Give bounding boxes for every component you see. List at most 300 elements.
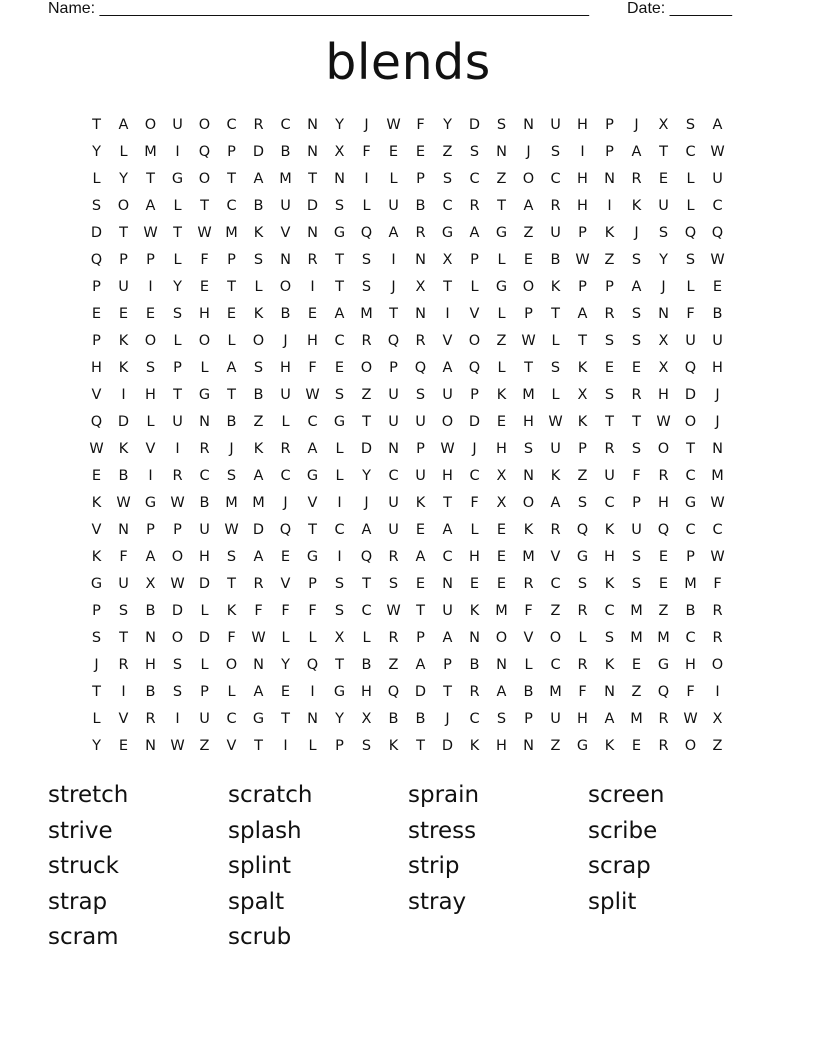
- grid-cell[interactable]: R: [604, 440, 615, 457]
- grid-cell[interactable]: K: [91, 494, 102, 511]
- grid-cell[interactable]: H: [145, 386, 156, 403]
- grid-cell[interactable]: K: [523, 521, 534, 538]
- grid-cell[interactable]: U: [199, 521, 210, 538]
- grid-cell[interactable]: E: [496, 413, 507, 430]
- grid-cell[interactable]: O: [171, 548, 184, 565]
- grid-cell[interactable]: O: [198, 170, 211, 187]
- grid-cell[interactable]: O: [684, 413, 697, 430]
- grid-cell[interactable]: B: [199, 494, 210, 511]
- grid-cell[interactable]: Q: [657, 521, 670, 538]
- grid-cell[interactable]: P: [227, 143, 236, 160]
- grid-cell[interactable]: Y: [362, 467, 371, 484]
- grid-cell[interactable]: A: [253, 548, 264, 565]
- grid-cell[interactable]: X: [658, 359, 669, 376]
- grid-cell[interactable]: S: [361, 251, 372, 268]
- grid-cell[interactable]: Q: [90, 413, 103, 430]
- grid-cell[interactable]: R: [469, 197, 480, 214]
- grid-cell[interactable]: S: [253, 251, 264, 268]
- grid-cell[interactable]: G: [333, 224, 346, 241]
- grid-cell[interactable]: L: [119, 143, 128, 160]
- grid-cell[interactable]: S: [658, 224, 669, 241]
- grid-cell[interactable]: D: [171, 602, 184, 619]
- grid-cell[interactable]: J: [661, 278, 666, 295]
- grid-cell[interactable]: L: [200, 359, 209, 376]
- grid-cell[interactable]: H: [604, 548, 615, 565]
- grid-cell[interactable]: V: [145, 440, 156, 457]
- grid-cell[interactable]: S: [388, 575, 399, 592]
- grid-cell[interactable]: A: [442, 629, 453, 646]
- grid-cell[interactable]: L: [686, 197, 695, 214]
- grid-cell[interactable]: P: [173, 521, 182, 538]
- grid-cell[interactable]: B: [712, 305, 723, 322]
- grid-cell[interactable]: C: [685, 467, 696, 484]
- grid-cell[interactable]: C: [685, 143, 696, 160]
- grid-cell[interactable]: A: [415, 548, 426, 565]
- grid-cell[interactable]: I: [310, 683, 315, 700]
- grid-cell[interactable]: F: [200, 251, 209, 268]
- grid-cell[interactable]: C: [550, 170, 561, 187]
- grid-cell[interactable]: T: [254, 737, 263, 754]
- grid-cell[interactable]: K: [604, 575, 615, 592]
- grid-cell[interactable]: Q: [414, 359, 427, 376]
- grid-cell[interactable]: E: [658, 170, 669, 187]
- grid-cell[interactable]: L: [92, 170, 101, 187]
- grid-cell[interactable]: S: [334, 575, 345, 592]
- grid-cell[interactable]: C: [550, 656, 561, 673]
- grid-cell[interactable]: G: [495, 278, 508, 295]
- grid-cell[interactable]: Z: [496, 170, 507, 187]
- grid-cell[interactable]: P: [92, 278, 101, 295]
- grid-cell[interactable]: T: [443, 278, 452, 295]
- grid-cell[interactable]: W: [386, 602, 401, 619]
- grid-cell[interactable]: Z: [631, 683, 642, 700]
- grid-cell[interactable]: L: [578, 629, 587, 646]
- grid-cell[interactable]: F: [524, 602, 533, 619]
- grid-cell[interactable]: O: [198, 116, 211, 133]
- grid-cell[interactable]: Q: [306, 656, 319, 673]
- grid-cell[interactable]: K: [91, 548, 102, 565]
- grid-cell[interactable]: S: [118, 602, 129, 619]
- grid-cell[interactable]: S: [685, 251, 696, 268]
- grid-cell[interactable]: N: [118, 521, 129, 538]
- grid-cell[interactable]: C: [361, 602, 372, 619]
- grid-cell[interactable]: R: [307, 251, 318, 268]
- grid-cell[interactable]: L: [470, 278, 479, 295]
- grid-cell[interactable]: V: [469, 305, 480, 322]
- grid-cell[interactable]: H: [496, 440, 507, 457]
- grid-cell[interactable]: N: [523, 737, 534, 754]
- grid-cell[interactable]: N: [307, 224, 318, 241]
- grid-cell[interactable]: Z: [253, 413, 264, 430]
- grid-cell[interactable]: H: [577, 116, 588, 133]
- grid-cell[interactable]: V: [523, 629, 534, 646]
- grid-cell[interactable]: X: [334, 143, 345, 160]
- grid-cell[interactable]: Z: [523, 224, 534, 241]
- grid-cell[interactable]: S: [550, 143, 561, 160]
- grid-cell[interactable]: W: [710, 494, 725, 511]
- grid-cell[interactable]: T: [443, 683, 452, 700]
- grid-cell[interactable]: Q: [279, 521, 292, 538]
- grid-cell[interactable]: T: [227, 386, 236, 403]
- grid-cell[interactable]: N: [199, 413, 210, 430]
- grid-cell[interactable]: R: [604, 305, 615, 322]
- grid-cell[interactable]: C: [334, 521, 345, 538]
- grid-cell[interactable]: E: [280, 683, 291, 700]
- grid-cell[interactable]: C: [550, 575, 561, 592]
- grid-cell[interactable]: Q: [684, 359, 697, 376]
- grid-cell[interactable]: S: [631, 440, 642, 457]
- grid-cell[interactable]: D: [117, 413, 130, 430]
- grid-cell[interactable]: G: [684, 494, 697, 511]
- grid-cell[interactable]: T: [308, 170, 317, 187]
- grid-cell[interactable]: A: [415, 656, 426, 673]
- grid-cell[interactable]: E: [658, 548, 669, 565]
- grid-cell[interactable]: L: [281, 413, 290, 430]
- grid-cell[interactable]: T: [335, 278, 344, 295]
- grid-cell[interactable]: R: [577, 602, 588, 619]
- grid-cell[interactable]: S: [334, 602, 345, 619]
- grid-cell[interactable]: U: [550, 710, 561, 727]
- grid-cell[interactable]: M: [549, 683, 562, 700]
- grid-cell[interactable]: N: [496, 656, 507, 673]
- grid-cell[interactable]: S: [631, 332, 642, 349]
- grid-cell[interactable]: P: [605, 278, 614, 295]
- grid-cell[interactable]: P: [416, 170, 425, 187]
- grid-cell[interactable]: S: [631, 575, 642, 592]
- grid-cell[interactable]: I: [715, 683, 720, 700]
- grid-cell[interactable]: B: [523, 683, 534, 700]
- grid-cell[interactable]: N: [604, 170, 615, 187]
- grid-cell[interactable]: J: [364, 116, 369, 133]
- grid-cell[interactable]: U: [415, 467, 426, 484]
- grid-cell[interactable]: C: [604, 494, 615, 511]
- grid-cell[interactable]: E: [307, 305, 318, 322]
- grid-cell[interactable]: C: [226, 116, 237, 133]
- grid-cell[interactable]: J: [472, 440, 477, 457]
- grid-cell[interactable]: N: [469, 629, 480, 646]
- grid-cell[interactable]: N: [523, 467, 534, 484]
- grid-cell[interactable]: F: [362, 143, 371, 160]
- grid-cell[interactable]: R: [415, 224, 426, 241]
- grid-cell[interactable]: Z: [577, 467, 588, 484]
- grid-cell[interactable]: F: [308, 359, 317, 376]
- grid-cell[interactable]: R: [577, 656, 588, 673]
- grid-cell[interactable]: I: [391, 251, 396, 268]
- grid-cell[interactable]: S: [577, 575, 588, 592]
- grid-cell[interactable]: I: [580, 143, 585, 160]
- grid-cell[interactable]: P: [605, 116, 614, 133]
- grid-cell[interactable]: T: [335, 251, 344, 268]
- grid-cell[interactable]: S: [550, 359, 561, 376]
- grid-cell[interactable]: V: [118, 710, 129, 727]
- grid-cell[interactable]: U: [280, 197, 291, 214]
- grid-cell[interactable]: A: [307, 440, 318, 457]
- grid-cell[interactable]: F: [686, 305, 695, 322]
- grid-cell[interactable]: B: [253, 197, 264, 214]
- grid-cell[interactable]: T: [659, 143, 668, 160]
- grid-cell[interactable]: L: [254, 278, 263, 295]
- grid-cell[interactable]: D: [441, 737, 454, 754]
- grid-cell[interactable]: L: [362, 197, 371, 214]
- grid-cell[interactable]: N: [415, 305, 426, 322]
- grid-cell[interactable]: S: [334, 386, 345, 403]
- grid-cell[interactable]: X: [361, 710, 372, 727]
- grid-cell[interactable]: B: [685, 602, 696, 619]
- grid-cell[interactable]: B: [118, 467, 129, 484]
- grid-cell[interactable]: U: [388, 386, 399, 403]
- grid-cell[interactable]: F: [281, 602, 290, 619]
- grid-cell[interactable]: G: [306, 467, 319, 484]
- grid-cell[interactable]: U: [442, 386, 453, 403]
- grid-cell[interactable]: S: [361, 278, 372, 295]
- grid-cell[interactable]: E: [496, 521, 507, 538]
- grid-cell[interactable]: R: [415, 332, 426, 349]
- grid-cell[interactable]: W: [440, 440, 455, 457]
- grid-cell[interactable]: T: [119, 629, 128, 646]
- grid-cell[interactable]: L: [146, 413, 155, 430]
- grid-cell[interactable]: Z: [442, 143, 453, 160]
- grid-cell[interactable]: F: [578, 683, 587, 700]
- grid-cell[interactable]: E: [145, 305, 156, 322]
- grid-cell[interactable]: D: [360, 440, 373, 457]
- grid-cell[interactable]: Y: [335, 710, 344, 727]
- grid-cell[interactable]: K: [577, 413, 588, 430]
- grid-cell[interactable]: N: [415, 251, 426, 268]
- grid-cell[interactable]: L: [92, 710, 101, 727]
- grid-cell[interactable]: W: [197, 224, 212, 241]
- grid-cell[interactable]: P: [578, 440, 587, 457]
- grid-cell[interactable]: L: [335, 440, 344, 457]
- grid-cell[interactable]: K: [118, 440, 129, 457]
- grid-cell[interactable]: R: [253, 575, 264, 592]
- grid-cell[interactable]: W: [656, 413, 671, 430]
- grid-cell[interactable]: A: [145, 548, 156, 565]
- grid-cell[interactable]: P: [119, 251, 128, 268]
- grid-cell[interactable]: F: [470, 494, 479, 511]
- grid-cell[interactable]: N: [442, 575, 453, 592]
- grid-cell[interactable]: A: [361, 521, 372, 538]
- grid-cell[interactable]: Q: [387, 332, 400, 349]
- grid-cell[interactable]: K: [604, 224, 615, 241]
- grid-cell[interactable]: J: [634, 116, 639, 133]
- grid-cell[interactable]: R: [658, 710, 669, 727]
- grid-cell[interactable]: N: [496, 143, 507, 160]
- grid-cell[interactable]: B: [280, 143, 291, 160]
- grid-cell[interactable]: H: [442, 467, 453, 484]
- grid-cell[interactable]: C: [685, 521, 696, 538]
- grid-cell[interactable]: T: [227, 278, 236, 295]
- grid-cell[interactable]: I: [364, 170, 369, 187]
- grid-cell[interactable]: E: [226, 305, 237, 322]
- grid-cell[interactable]: E: [199, 278, 210, 295]
- grid-cell[interactable]: D: [684, 386, 697, 403]
- grid-cell[interactable]: H: [577, 170, 588, 187]
- grid-cell[interactable]: S: [253, 359, 264, 376]
- grid-cell[interactable]: G: [252, 710, 265, 727]
- grid-cell[interactable]: P: [389, 359, 398, 376]
- grid-cell[interactable]: L: [470, 521, 479, 538]
- grid-cell[interactable]: K: [253, 224, 264, 241]
- grid-cell[interactable]: L: [497, 359, 506, 376]
- grid-cell[interactable]: U: [550, 440, 561, 457]
- grid-cell[interactable]: D: [306, 197, 319, 214]
- grid-cell[interactable]: T: [578, 332, 587, 349]
- grid-cell[interactable]: B: [415, 710, 426, 727]
- grid-cell[interactable]: W: [116, 494, 131, 511]
- grid-cell[interactable]: E: [91, 305, 102, 322]
- grid-cell[interactable]: X: [496, 467, 507, 484]
- grid-cell[interactable]: W: [386, 116, 401, 133]
- grid-cell[interactable]: J: [715, 386, 720, 403]
- grid-cell[interactable]: W: [305, 386, 320, 403]
- grid-cell[interactable]: I: [175, 440, 180, 457]
- grid-cell[interactable]: O: [144, 332, 157, 349]
- grid-cell[interactable]: Z: [361, 386, 372, 403]
- grid-cell[interactable]: I: [607, 197, 612, 214]
- grid-cell[interactable]: D: [414, 683, 427, 700]
- grid-cell[interactable]: O: [522, 170, 535, 187]
- grid-cell[interactable]: K: [253, 440, 264, 457]
- grid-cell[interactable]: M: [522, 386, 535, 403]
- grid-cell[interactable]: D: [198, 575, 211, 592]
- grid-cell[interactable]: C: [712, 521, 723, 538]
- grid-cell[interactable]: B: [145, 683, 156, 700]
- grid-cell[interactable]: N: [388, 440, 399, 457]
- grid-cell[interactable]: O: [252, 332, 265, 349]
- grid-cell[interactable]: L: [200, 602, 209, 619]
- grid-cell[interactable]: C: [604, 602, 615, 619]
- grid-cell[interactable]: I: [445, 305, 450, 322]
- grid-cell[interactable]: W: [710, 143, 725, 160]
- grid-cell[interactable]: P: [200, 683, 209, 700]
- grid-cell[interactable]: M: [630, 629, 643, 646]
- grid-cell[interactable]: O: [360, 359, 373, 376]
- grid-cell[interactable]: C: [199, 467, 210, 484]
- grid-cell[interactable]: A: [145, 197, 156, 214]
- grid-cell[interactable]: C: [712, 197, 723, 214]
- grid-cell[interactable]: P: [173, 359, 182, 376]
- grid-cell[interactable]: F: [686, 683, 695, 700]
- grid-cell[interactable]: U: [658, 197, 669, 214]
- grid-cell[interactable]: S: [172, 683, 183, 700]
- grid-cell[interactable]: L: [308, 629, 317, 646]
- grid-cell[interactable]: H: [280, 359, 291, 376]
- grid-cell[interactable]: V: [280, 224, 291, 241]
- grid-cell[interactable]: E: [280, 548, 291, 565]
- grid-cell[interactable]: F: [254, 602, 263, 619]
- grid-cell[interactable]: K: [469, 602, 480, 619]
- grid-cell[interactable]: T: [119, 224, 128, 241]
- grid-cell[interactable]: Y: [659, 251, 668, 268]
- grid-cell[interactable]: R: [361, 332, 372, 349]
- grid-cell[interactable]: W: [251, 629, 266, 646]
- grid-cell[interactable]: R: [523, 575, 534, 592]
- grid-cell[interactable]: G: [144, 494, 157, 511]
- grid-cell[interactable]: Z: [550, 737, 561, 754]
- grid-cell[interactable]: B: [226, 413, 237, 430]
- grid-cell[interactable]: T: [200, 197, 209, 214]
- grid-cell[interactable]: L: [551, 332, 560, 349]
- grid-cell[interactable]: S: [577, 494, 588, 511]
- grid-cell[interactable]: G: [576, 548, 589, 565]
- grid-cell[interactable]: T: [416, 737, 425, 754]
- grid-cell[interactable]: A: [253, 170, 264, 187]
- grid-cell[interactable]: T: [227, 170, 236, 187]
- grid-cell[interactable]: N: [334, 170, 345, 187]
- grid-cell[interactable]: H: [307, 332, 318, 349]
- grid-cell[interactable]: B: [415, 197, 426, 214]
- grid-cell[interactable]: H: [577, 197, 588, 214]
- grid-cell[interactable]: Q: [198, 143, 211, 160]
- grid-cell[interactable]: T: [92, 116, 101, 133]
- grid-cell[interactable]: U: [118, 278, 129, 295]
- grid-cell[interactable]: P: [632, 494, 641, 511]
- grid-cell[interactable]: A: [496, 683, 507, 700]
- grid-cell[interactable]: I: [148, 467, 153, 484]
- grid-cell[interactable]: M: [225, 494, 238, 511]
- grid-cell[interactable]: T: [362, 575, 371, 592]
- grid-cell[interactable]: O: [198, 332, 211, 349]
- grid-cell[interactable]: R: [631, 170, 642, 187]
- grid-cell[interactable]: A: [631, 278, 642, 295]
- grid-cell[interactable]: C: [469, 467, 480, 484]
- grid-cell[interactable]: U: [415, 413, 426, 430]
- grid-cell[interactable]: O: [171, 629, 184, 646]
- grid-cell[interactable]: R: [145, 710, 156, 727]
- grid-cell[interactable]: S: [226, 548, 237, 565]
- grid-cell[interactable]: L: [200, 656, 209, 673]
- grid-cell[interactable]: K: [118, 359, 129, 376]
- grid-cell[interactable]: C: [469, 710, 480, 727]
- grid-cell[interactable]: Q: [684, 224, 697, 241]
- grid-cell[interactable]: M: [495, 602, 508, 619]
- grid-cell[interactable]: A: [334, 305, 345, 322]
- grid-cell[interactable]: Y: [173, 278, 182, 295]
- grid-cell[interactable]: T: [389, 305, 398, 322]
- grid-cell[interactable]: U: [172, 413, 183, 430]
- grid-cell[interactable]: E: [523, 251, 534, 268]
- grid-cell[interactable]: T: [632, 413, 641, 430]
- grid-cell[interactable]: S: [604, 629, 615, 646]
- grid-cell[interactable]: W: [683, 710, 698, 727]
- grid-cell[interactable]: O: [549, 629, 562, 646]
- grid-cell[interactable]: C: [226, 197, 237, 214]
- grid-cell[interactable]: S: [604, 332, 615, 349]
- grid-cell[interactable]: D: [252, 521, 265, 538]
- grid-cell[interactable]: R: [388, 629, 399, 646]
- grid-cell[interactable]: X: [496, 494, 507, 511]
- grid-cell[interactable]: D: [252, 143, 265, 160]
- grid-cell[interactable]: N: [658, 305, 669, 322]
- grid-cell[interactable]: U: [712, 332, 723, 349]
- grid-cell[interactable]: R: [550, 197, 561, 214]
- grid-cell[interactable]: F: [632, 467, 641, 484]
- grid-cell[interactable]: T: [335, 656, 344, 673]
- grid-cell[interactable]: H: [685, 656, 696, 673]
- grid-cell[interactable]: J: [715, 413, 720, 430]
- grid-cell[interactable]: H: [361, 683, 372, 700]
- grid-cell[interactable]: W: [575, 251, 590, 268]
- grid-cell[interactable]: E: [469, 575, 480, 592]
- grid-cell[interactable]: S: [172, 656, 183, 673]
- grid-cell[interactable]: L: [308, 737, 317, 754]
- grid-cell[interactable]: H: [145, 656, 156, 673]
- grid-cell[interactable]: L: [227, 683, 236, 700]
- grid-cell[interactable]: R: [469, 683, 480, 700]
- grid-cell[interactable]: S: [523, 440, 534, 457]
- grid-cell[interactable]: I: [121, 386, 126, 403]
- grid-cell[interactable]: C: [334, 332, 345, 349]
